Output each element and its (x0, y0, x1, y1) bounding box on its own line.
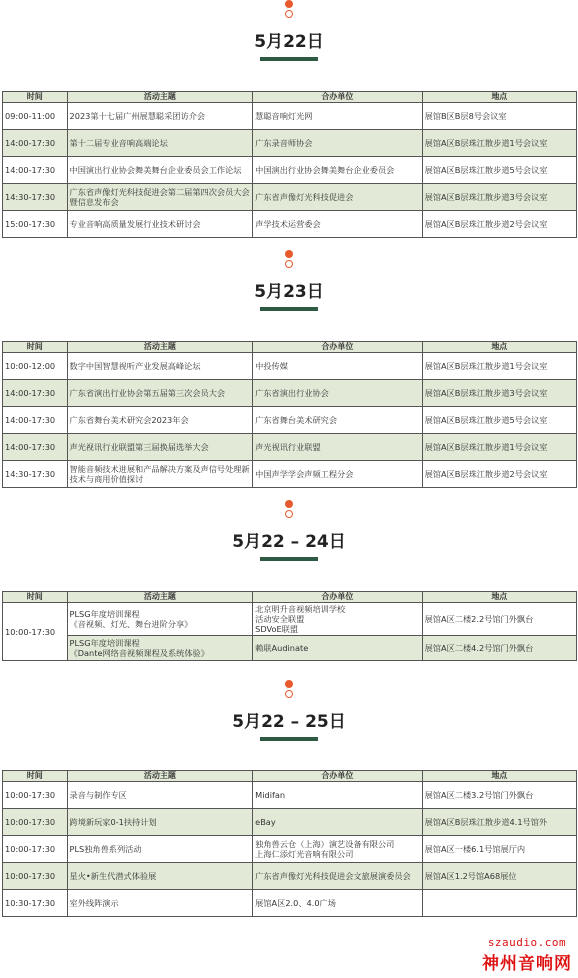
schedule-table (2, 591, 577, 661)
table-row: 10:00-17:30 PLSG年度培训课程 《音视频、灯光、舞台进阶分享》 北京明升音视频培训学校 活动安全联盟 SDVoE联盟 展馆A区二楼2.2号馆门外飘台 (3, 603, 577, 636)
table-row: PLSG年度培训课程 《Dante网络音视频课程及系统体验》 赖联Audinate 展馆A区二楼4.2号馆门外飘台 (3, 636, 577, 661)
table-row: 09:00-11:00 2023第十七届广州展慧聪采团访介会 慧聪音响灯光网 展馆B区B层8号会议室 (3, 103, 577, 130)
table-row: 14:30-17:30 广东省声像灯光科技促进会第二届第四次会员大会暨信息发布会 广东省声像灯光科技促进会 展馆A区B层珠江散步道3号会议室 (3, 184, 577, 211)
table-row: 14:00-17:30 中国演出行业协会舞美舞台企业委员会工作论坛 中国演出行业协会舞美舞台企业委员会 展馆A区B层珠江散步道5号会议室 (3, 157, 577, 184)
table-row: 14:00-17:30 广东省演出行业协会第五届第三次会员大会 广东省演出行业协会 展馆A区B层珠江散步道3号会议室 (3, 380, 577, 407)
table-row: 14:00-17:30 广东省舞台美术研究会2023年会 广东省舞台美术研究会 展馆A区B层珠江散步道5号会议室 (3, 407, 577, 434)
table-row: 15:00-17:30 专业音响高质量发展行业技术研讨会 声学技术运营委会 展馆A区B层珠江散步道2号会议室 (3, 211, 577, 238)
timeline-marker (284, 250, 294, 270)
schedule-table (2, 91, 577, 238)
date-underline (260, 737, 318, 741)
table-row: 10:00-12:00 数字中国智慧视听产业发展高峰论坛 中投传媒 展馆A区B层珠江散步道1号会议室 (3, 353, 577, 380)
table-row: 10:00-17:30 跨境新玩家0-1扶持计划 eBay 展馆A区B层珠江散步道4.1号馆外 (3, 809, 577, 836)
date-underline (260, 57, 318, 61)
watermark-url: szaudio.com (487, 936, 567, 949)
table-row: 14:30-17:30 智能音频技术进展和产品解决方案及声信号处理新技术与商用价值探讨 中国声学学会声频工程分会 展馆A区B层珠江散步道2号会议室 (3, 461, 577, 488)
timeline-marker (284, 0, 294, 20)
table-header: 时间 活动主题 合办单位 地点 (3, 342, 577, 353)
table-row: 14:00-17:30 第十二届专业音响高端论坛 广东录音师协会 展馆A区B层珠江散步道1号会议室 (3, 130, 577, 157)
section-date: 5月22 – 24日 (232, 532, 346, 552)
table-header: 时间 活动主题 合办单位 地点 (3, 771, 577, 782)
date-underline (260, 307, 318, 311)
table-row: 14:00-17:30 声光视讯行业联盟第三届换届选举大会 声光视讯行业联盟 展馆A区B层珠江散步道1号会议室 (3, 434, 577, 461)
section-date: 5月22 – 25日 (232, 712, 346, 732)
table-header: 时间 活动主题 合办单位 地点 (3, 92, 577, 103)
timeline-marker (284, 500, 294, 520)
timeline-marker (284, 680, 294, 700)
section-date: 5月22日 (254, 32, 324, 52)
table-header: 时间 活动主题 合办单位 地点 (3, 592, 577, 603)
watermark-name: 神州音响网 (482, 954, 572, 974)
schedule-table (2, 770, 577, 917)
table-row: 10:30-17:30 室外线阵演示 展馆A区2.0、4.0广场 (3, 890, 577, 917)
table-row: 10:00-17:30 星火•新生代潜式体验展 广东省声像灯光科技促进会文旅展演委员会 展馆A区1.2号馆A68展位 (3, 863, 577, 890)
table-row: 10:00-17:30 录音与制作专区 Midifan 展馆A区二楼3.2号馆门外飘台 (3, 782, 577, 809)
section-date: 5月23日 (254, 282, 324, 302)
table-row: 10:00-17:30 PLS独角兽系列活动 独角兽云仓（上海）演艺设备有限公司 上海仁添灯光音响有限公司 展馆A区一楼6.1号馆展厅内 (3, 836, 577, 863)
site-watermark (482, 936, 572, 974)
date-underline (260, 557, 318, 561)
schedule-table (2, 341, 577, 488)
